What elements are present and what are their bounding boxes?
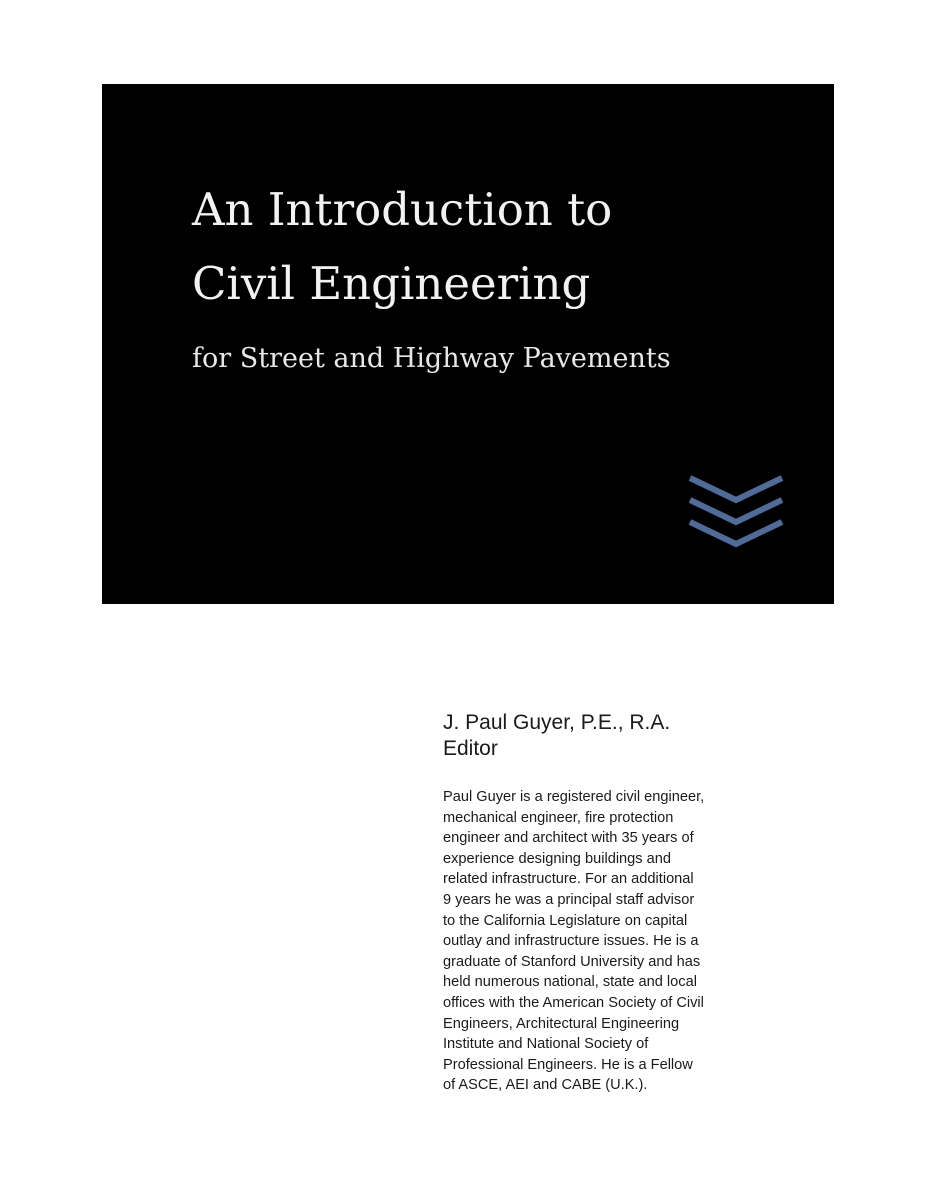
book-subtitle: for Street and Highway Pavements: [192, 343, 671, 374]
bio-line: of ASCE, AEI and CABE (U.K.).: [443, 1077, 648, 1094]
chevron-down-stack-icon: [686, 470, 786, 554]
cover-panel: [102, 84, 834, 604]
bio-line: Engineers, Architectural Engineering: [443, 1015, 680, 1032]
bio-line: engineer and architect with 35 years of: [443, 830, 694, 847]
author-block: [443, 710, 843, 762]
bio-line: 9 years he was a principal staff advisor: [443, 891, 695, 908]
bio-line: related infrastructure. For an additional: [443, 871, 694, 888]
bio-line: mechanical engineer, fire protection: [443, 809, 674, 826]
book-title-line-2: Civil Engineering: [192, 257, 591, 310]
bio-line: Institute and National Society of: [443, 1036, 649, 1053]
bio-line: Paul Guyer is a registered civil engineer,: [443, 789, 705, 805]
bio-line: outlay and infrastructure issues. He is a: [443, 933, 699, 950]
bio-line: offices with the American Society of Civil: [443, 994, 704, 1011]
author-name: J. Paul Guyer, P.E., R.A.: [443, 711, 671, 734]
bio-line: held numerous national, state and local: [443, 974, 697, 991]
author-role: Editor: [443, 737, 498, 760]
bio-line: graduate of Stanford University and has: [443, 953, 701, 970]
bio-line: Professional Engineers. He is a Fellow: [443, 1056, 693, 1073]
bio-line: experience designing buildings and: [443, 850, 671, 867]
author-bio: [443, 787, 788, 1096]
bio-line: to the California Legislature on capital: [443, 912, 688, 929]
book-title-line-1: An Introduction to: [192, 183, 613, 236]
